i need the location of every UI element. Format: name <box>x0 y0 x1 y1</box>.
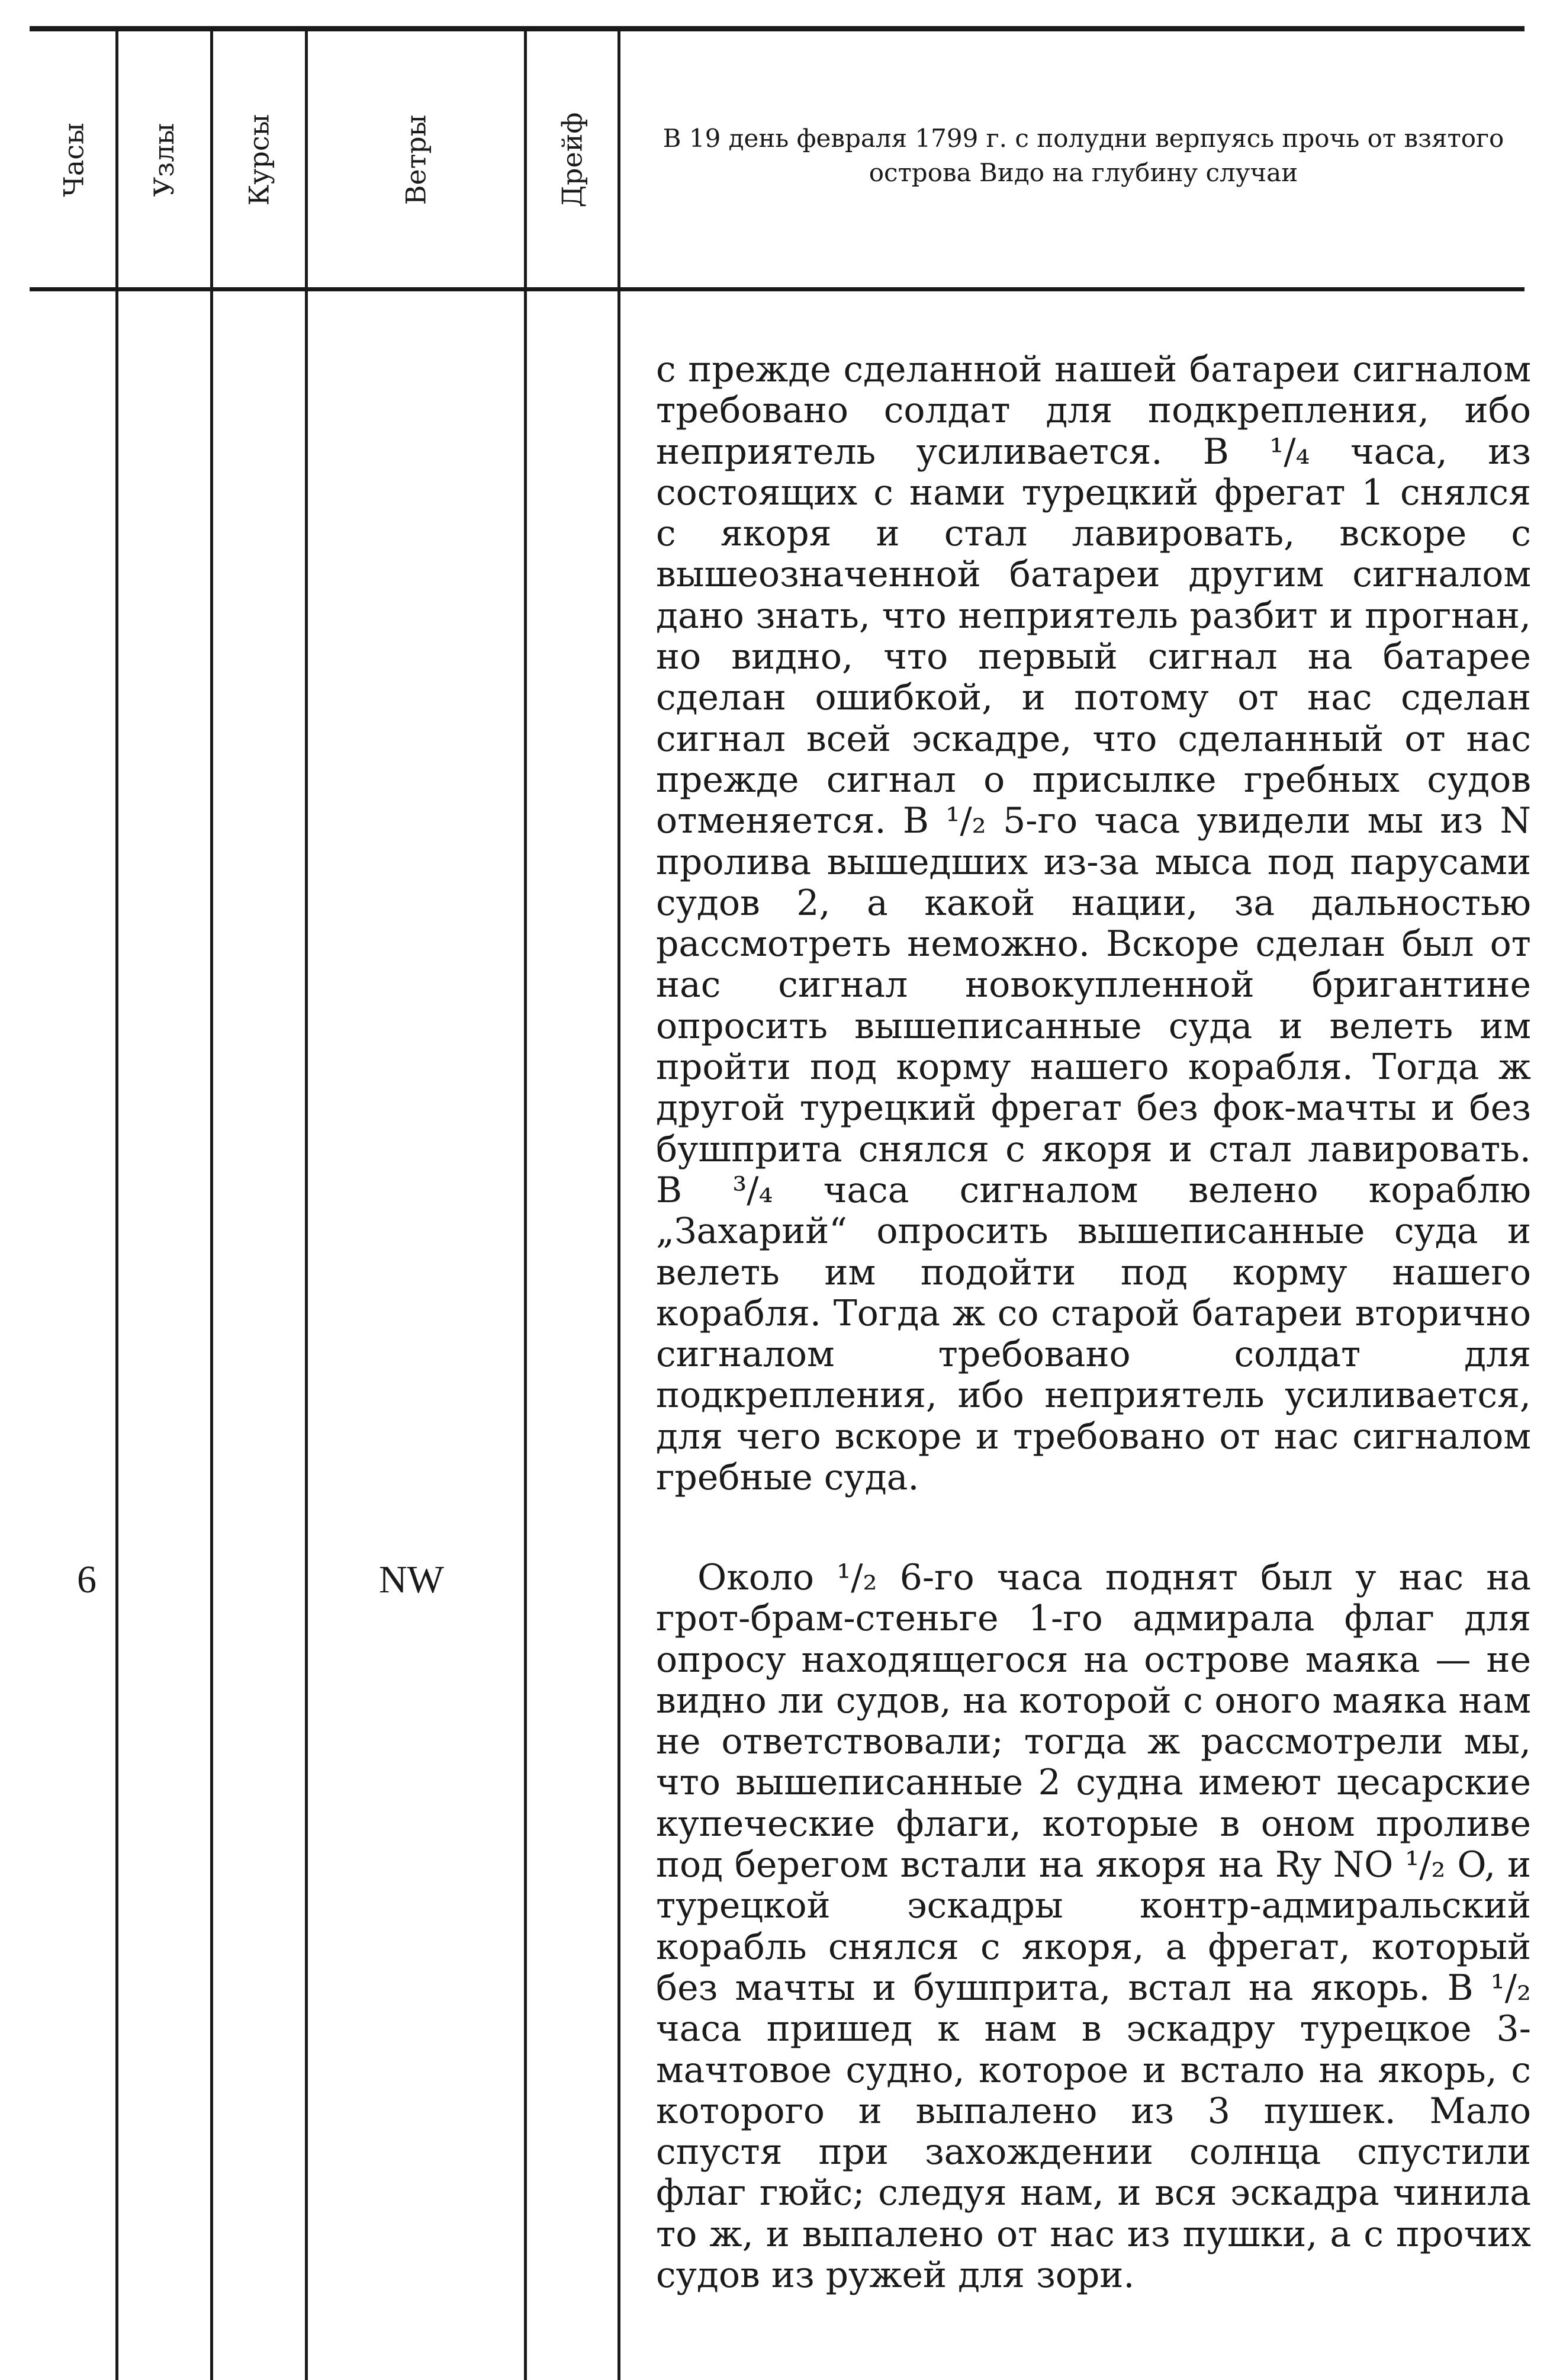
top-rule <box>30 26 1525 31</box>
column-header-hours <box>36 36 112 284</box>
column-divider <box>617 291 620 2380</box>
column-header-winds-label: Ветры <box>400 114 432 205</box>
wind-value: NW <box>379 1558 444 1601</box>
header-rule <box>30 287 1525 291</box>
column-divider <box>617 31 620 287</box>
column-divider <box>524 291 527 2380</box>
column-header-knots <box>118 36 210 284</box>
column-divider <box>305 291 308 2380</box>
column-divider <box>115 291 118 2380</box>
entry-heading: В 19 день февраля 1799 г. с полудни верпуясь прочь от взятого острова Видо на глубину случаи <box>662 124 1504 187</box>
log-paragraph-2: Около ¹/₂ 6-го часа поднят был у нас на грот-брам-стеньге 1-го адмирала флаг для опросу находящегося на острове маяка — не видно ли судов, на которой с оного маяка нам не ответствовали; тогда ж рассмотрели мы, что вышеписанные 2 судна имеют цесарские купеческие флаги, которые в оном проливе под берегом встали на якоря на Ry NO ¹/₂ O, и турецкой эскадры контр-адмиральский корабль снялся с якоря, а фрегат, который без мачты и бушприта, встал на якорь. В ¹/₂ часа пришед к нам в эскадру турецкое 3-мачтовое судно, которое и встало на якорь, с которого и выпалено из 3 пушек. Мало спустя при захождении солнца спустили флаг гюйс; следуя нам, и вся эскадра чинила то ж, и выпалено от нас из пушки, а с прочих судов из ружей для зори. <box>656 1557 1531 2297</box>
log-paragraph-1: с прежде сделанной нашей батареи сигналом требовано солдат для подкрепления, ибо неприятель усиливается. В ¹/₄ часа, из состоящих с нами турецкий фрегат 1 снялся с якоря и стал лавировать, вскоре с вышеозначенной батареи другим сигналом дано знать, что неприятель разбит и прогнан, но видно, что первый сигнал на батарее сделан ошибкой, и потому от нас сделан сигнал всей эскадре, что сделанный от нас прежде сигнал о присылке гребных судов отменяется. В ¹/₂ 5-го часа увидели мы из N пролива вышедших из-за мыса под парусами судов 2, а какой нации, за дальностью рассмотреть неможно. Вскоре сделан был от нас сигнал новокупленной бригантине опросить вышеписанные суда и велеть им пройти под корму нашего корабля. Тогда ж другой турецкий фрегат без фок-мачты и без бушприта снялся с якоря и стал лавировать. В ³/₄ часа сигналом велено кораблю „Захарий“ опросить вышеписанные суда и велеть им подойти под корму нашего корабля. Тогда ж со старой батареи вторично сигналом требовано солдат для подкрепления, ибо неприятель усиливается, для чего вскоре и требовано от нас сигналом гребные суда. <box>656 349 1531 1499</box>
column-header-courses-label: Курсы <box>243 114 275 206</box>
column-header-drift-label: Дрейф <box>556 112 588 208</box>
column-header-knots-label: Узлы <box>148 123 181 197</box>
column-header-drift <box>527 36 617 284</box>
column-divider <box>210 291 213 2380</box>
column-header-hours-label: Часы <box>57 123 90 197</box>
hour-value: 6 <box>77 1558 97 1601</box>
column-header-winds <box>308 36 524 284</box>
column-header-courses <box>213 36 305 284</box>
